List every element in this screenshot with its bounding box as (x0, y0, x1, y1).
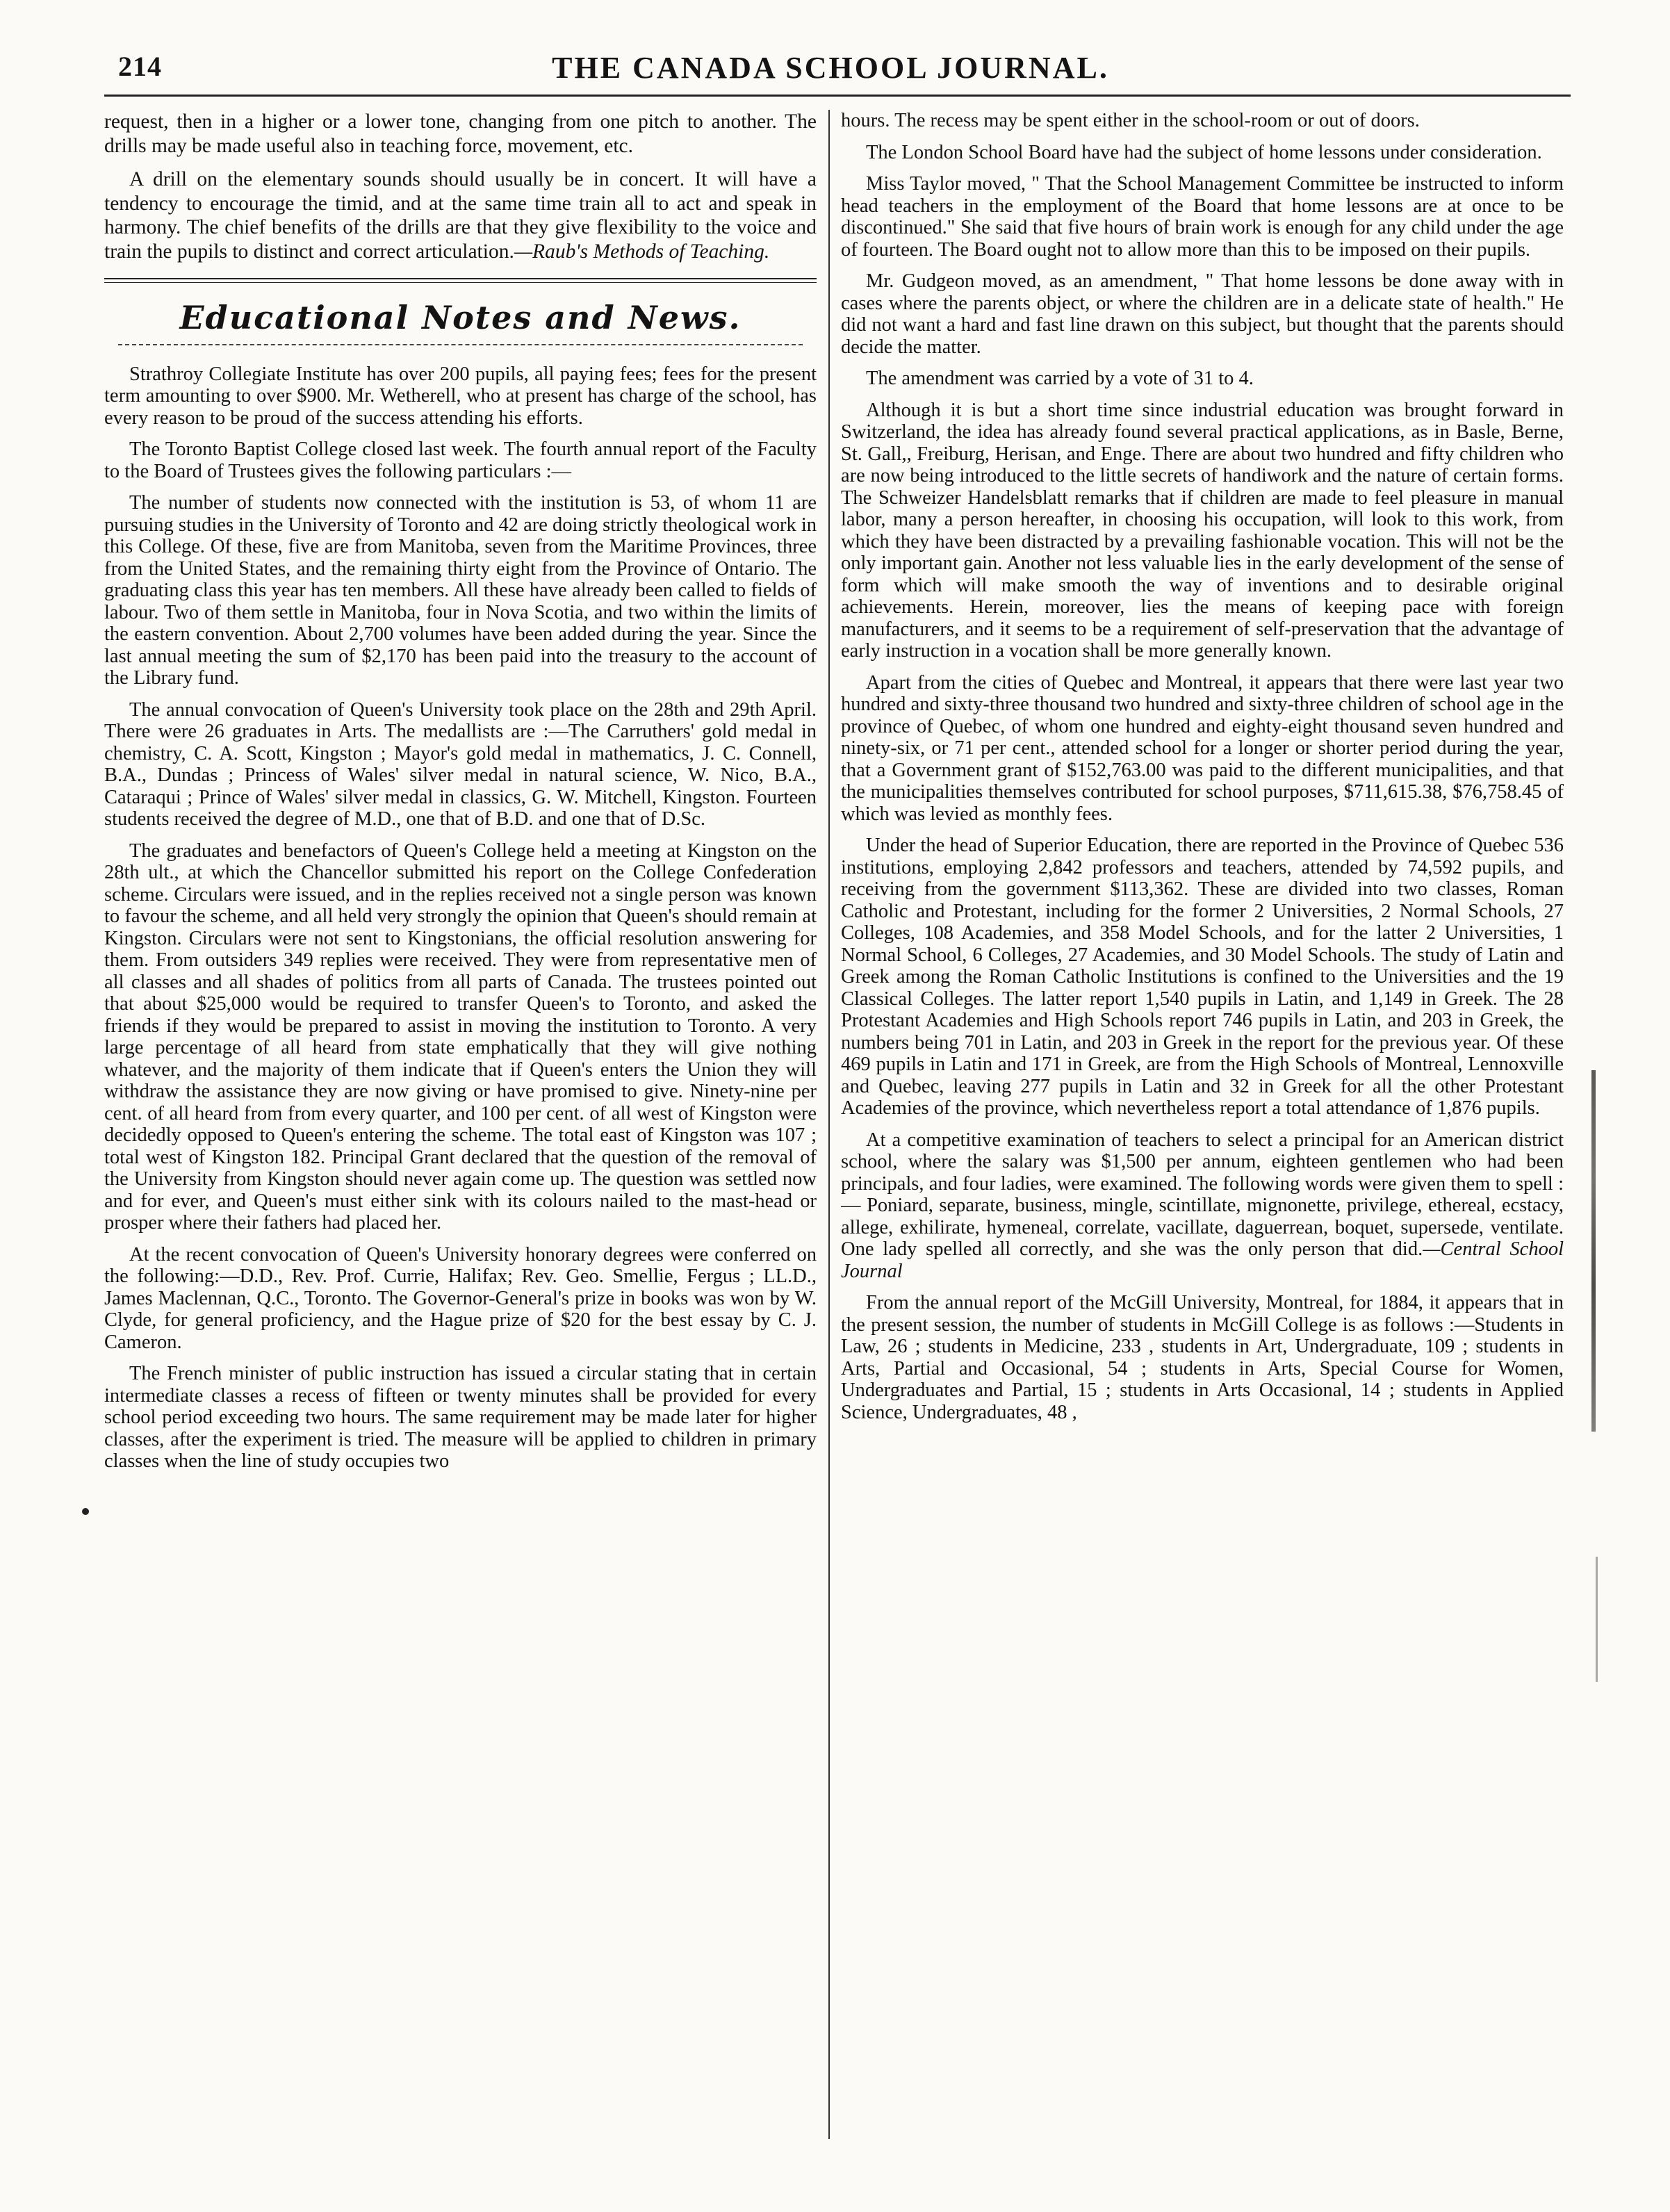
news-item: Under the head of Superior Education, there are reported in the Province of Quebec 536 institutions, employing 2,842 professors and teachers, attended by 74,592 pupils, and receiving from the government $113,362. These are divided into two classes, Roman Catholic and Protestant, including for the former 2 Universities, 2 Normal Schools, 27 Colleges, 108 Academies, and 358 Model Schools, and for the latter 2 Universities, 1 Normal School, 6 Colleges, 27 Academies, and 30 Model Schools. The study of Latin and Greek among the Roman Catholic Institutions is confined to the Universities and the 19 Classical Colleges. The latter report 1,540 pupils in Latin, and 1,149 in Greek. The 28 Protestant Academies and High Schools report 746 pupils in Latin, and 203 in Greek, the numbers being 701 in Latin, and 203 in Greek in the report for the previous year. Of these 469 pupils in Latin and 171 in Greek, are from the High Schools of Montreal, Lennoxville and Quebec, leaving 277 pupils in Latin and 32 in Greek for all the other Protestant Academies of the province, which nevertheless report a total attendance of 1,876 pupils. (841, 835, 1564, 1119)
source-attribution: —Raub's Methods of Teaching. (514, 240, 770, 263)
section-rule (104, 278, 817, 283)
right-column (841, 110, 1564, 2139)
news-item: The French minister of public instruction has issued a circular stating that in certain intermediate classes a recess of fifteen or twenty minutes shall be provided for every school period exceeding two hours. The same requirement may be made later for higher classes, after the experiment is tried. The measure will be applied to children in primary classes when the line of study occupies two (104, 1363, 817, 1473)
article-paragraph: request, then in a higher or a lower tone, changing from one pitch to another. The drills may be made useful also in teaching force, movement, etc. (104, 110, 817, 157)
news-item: At the recent convocation of Queen's University honorary degrees were conferred on the following:—D.D., Rev. Prof. Currie, Halifax; Rev. Geo. Smellie, Fergus ; LL.D., James Maclennan, Q.C., Toronto. The Governor-General's prize in books was won by W. Clyde, for general proficiency, and the Hague prize of $20 for the best essay by C. J. Cameron. (104, 1243, 817, 1353)
news-item: From the annual report of the McGill University, Montreal, for 1884, it appears that in the present session, the number of students in McGill College is as follows :—Students in Law, 26 ; students in Medicine, 233 , students in Art, Undergraduate, 109 ; students in Arts, Partial and Occasional, 54 ; students in Arts, Special Course for Women, Undergraduates and Partial, 15 ; students in Arts Occasional, 14 ; students in Applied Science, Undergraduates, 48 , (841, 1292, 1564, 1423)
news-item: The London School Board have had the subject of home lessons under consideration. (866, 141, 1542, 163)
section-rule (118, 344, 803, 345)
news-item: Apart from the cities of Quebec and Montreal, it appears that there were last year two hundred and sixty-three thousand two hundred and sixty-three children of school age in the province of Quebec, of whom one hundred and eighty-eight thousand seven hundred and ninety-six, or 71 per cent., attended school for a longer or shorter period during the year, that a Government grant of $152,763.00 was paid to the different municipalities, and that the municipalities themselves contributed for school purposes, $711,615.38, $76,758.45 of which was levied as monthly fees. (841, 671, 1564, 825)
margin-ink-mark (1591, 1070, 1596, 1432)
news-item: The amendment was carried by a vote of 31 to 4. (866, 368, 1254, 389)
news-item: Miss Taylor moved, " That the School Management Committee be instructed to inform head teachers in the employment of the Board that home lessons are at once to be discontinued." She said that five hours of brain work is enough for any child under the age of fourteen. The Board ought not to allow more than this to be imposed on their pupils. (841, 173, 1564, 261)
news-item: The number of students now connected with the institution is 53, of whom 11 are pursuing studies in the University of Toronto and 42 are doing strictly theological work in this College. Of these, five are from Manitoba, seven from the Maritime Provinces, three from the United States, and the remaining thirty eight from the Province of Ontario. The graduating class this year has ten members. All these have already been called to fields of labour. Two of them settle in Manitoba, four in Nova Scotia, and two within the limits of the eastern convention. About 2,700 volumes have been added during the year. Since the last annual meeting the sum of $2,170 has been paid into the treasury to the account of the Library fund. (104, 492, 817, 689)
news-item: The annual convocation of Queen's University took place on the 28th and 29th April. There were 26 graduates in Arts. The medallists are :—The Carruthers' gold medal in chemistry, C. A. Scott, Kingston ; Mayor's gold medal in mathematics, J. C. Connell, B.A., Dundas ; Princess of Wales' silver medal in natural science, W. Nico, B.A., Cataraqui ; Prince of Wales' silver medal in classics, G. W. Mitchell, Kingston. Fourteen students received the degree of M.D., one that of B.D. and one that of D.Sc. (104, 698, 817, 830)
left-column (104, 110, 817, 2139)
margin-dot (82, 1508, 89, 1515)
page-header (104, 50, 1557, 92)
page-number: 214 (118, 51, 162, 82)
news-item: Although it is but a short time since industrial education was brought forward in Switzerland, the idea has already found several practical applications, as in Basle, Berne, St. Gall,, Freiburg, Herisan, and Enge. There are about two hundred and fifty children who are now being introduced to the little secrets of handiwork and the nature of certain forms. The Schweizer Handelsblatt remarks that if children are made to feel pleasure in manual labor, many a person hereafter, in choosing his occupation, will look to this work, from which they have been distracted by a prevailing fashionable vocation. This will not be the only important gain. Another not less valuable lies in the early development of the sense of form which will make smooth the way of inventions and to desirable original achievements. Herein, moreover, lies the means of keeping pace with foreign manufacturers, and it seems to be a requirement of self-preservation that the advantage of early instruction in a vocation shall be more generally known. (841, 399, 1564, 662)
section-heading: Educational Notes and News. (179, 298, 742, 336)
news-item (841, 1129, 1564, 1283)
news-item: The Toronto Baptist College closed last week. The fourth annual report of the Faculty to the Board of Trustees gives the following particulars :— (104, 439, 817, 482)
news-item: Mr. Gudgeon moved, as an amendment, " That home lessons be done away with in cases where the parents object, or where the children are in a delicate state of health." He did not want a hard and fast line drawn on this subject, but thought that the parents should decide the matter. (841, 270, 1564, 358)
header-rule (104, 95, 1571, 97)
paragraph-text: At a competitive examination of teachers to select a principal for an American district school, where the salary was $1,500 per annum, eighteen gentlemen who had been principals, and four ladies, were examined. The following words were given them to spell :— Poniard, separate, business, mingle, scintillate, mignonette, privilege, ethereal, ecstacy, allege, exhilirate, hymeneal, correlate, vacillate, daguerrean, boquet, supersede, ventilate. One lady spelled all correctly, and she was the only person that did. (841, 1129, 1564, 1260)
article-paragraph (104, 167, 817, 263)
journal-title: THE CANADA SCHOOL JOURNAL. (552, 51, 1109, 85)
source-attribution: —Central School Journal (841, 1238, 1564, 1282)
margin-ink-mark (1596, 1557, 1598, 1682)
news-item: The graduates and benefactors of Queen's College held a meeting at Kingston on the 28th ult., at which the Chancellor submitted his report on the College Confederation scheme. Circulars were issued, and in the replies received not a single person was known to favour the scheme, and all held very strongly the opinion that Queen's should remain at Kingston. Circulars were not sent to Kingstonians, the official resolution answering for them. From outsiders 349 replies were received. They were from representative men of all classes and all shades of politics from all parts of Canada. The trustees pointed out that about $25,000 would be required to transfer Queen's to Toronto, and asked the friends if they would be prepared to assist in moving the institution to Toronto. A very large percentage of all heard from state emphatically that they will give nothing whatever, and the majority of them indicate that if Queen's enters the Union they will withdraw the assistance they are now giving or have promised to give. Ninety-nine per cent. of all heard from from every quarter, and 100 per cent. of all west of Kingston were decidedly opposed to Queen's entering the scheme. The total east of Kingston was 107 ; total west of Kingston 182. Principal Grant declared that the question of the removal of the University from Kingston should never again come up. The question was settled now and for ever, and Queen's must either sink with its colours nailed to the mast-head or prosper where their fathers had placed her. (104, 839, 817, 1234)
paragraph-text: A drill on the elementary sounds should usually be in concert. It will have a tendency to encourage the timid, and at the same time train all to act and speak in harmony. The chief benefits of the drills are that they give flexibility to the voice and train the pupils to distinct and correct articulation. (104, 168, 817, 263)
news-item: hours. The recess may be spent either in the school-room or out of doors. (841, 110, 1420, 131)
news-item: Strathroy Collegiate Institute has over 200 pupils, all paying fees; fees for the present term amounting to over $900. Mr. Wetherell, who at present has charge of the school, has every reason to be proud of the success attending his efforts. (104, 363, 817, 429)
column-divider (828, 110, 830, 2139)
